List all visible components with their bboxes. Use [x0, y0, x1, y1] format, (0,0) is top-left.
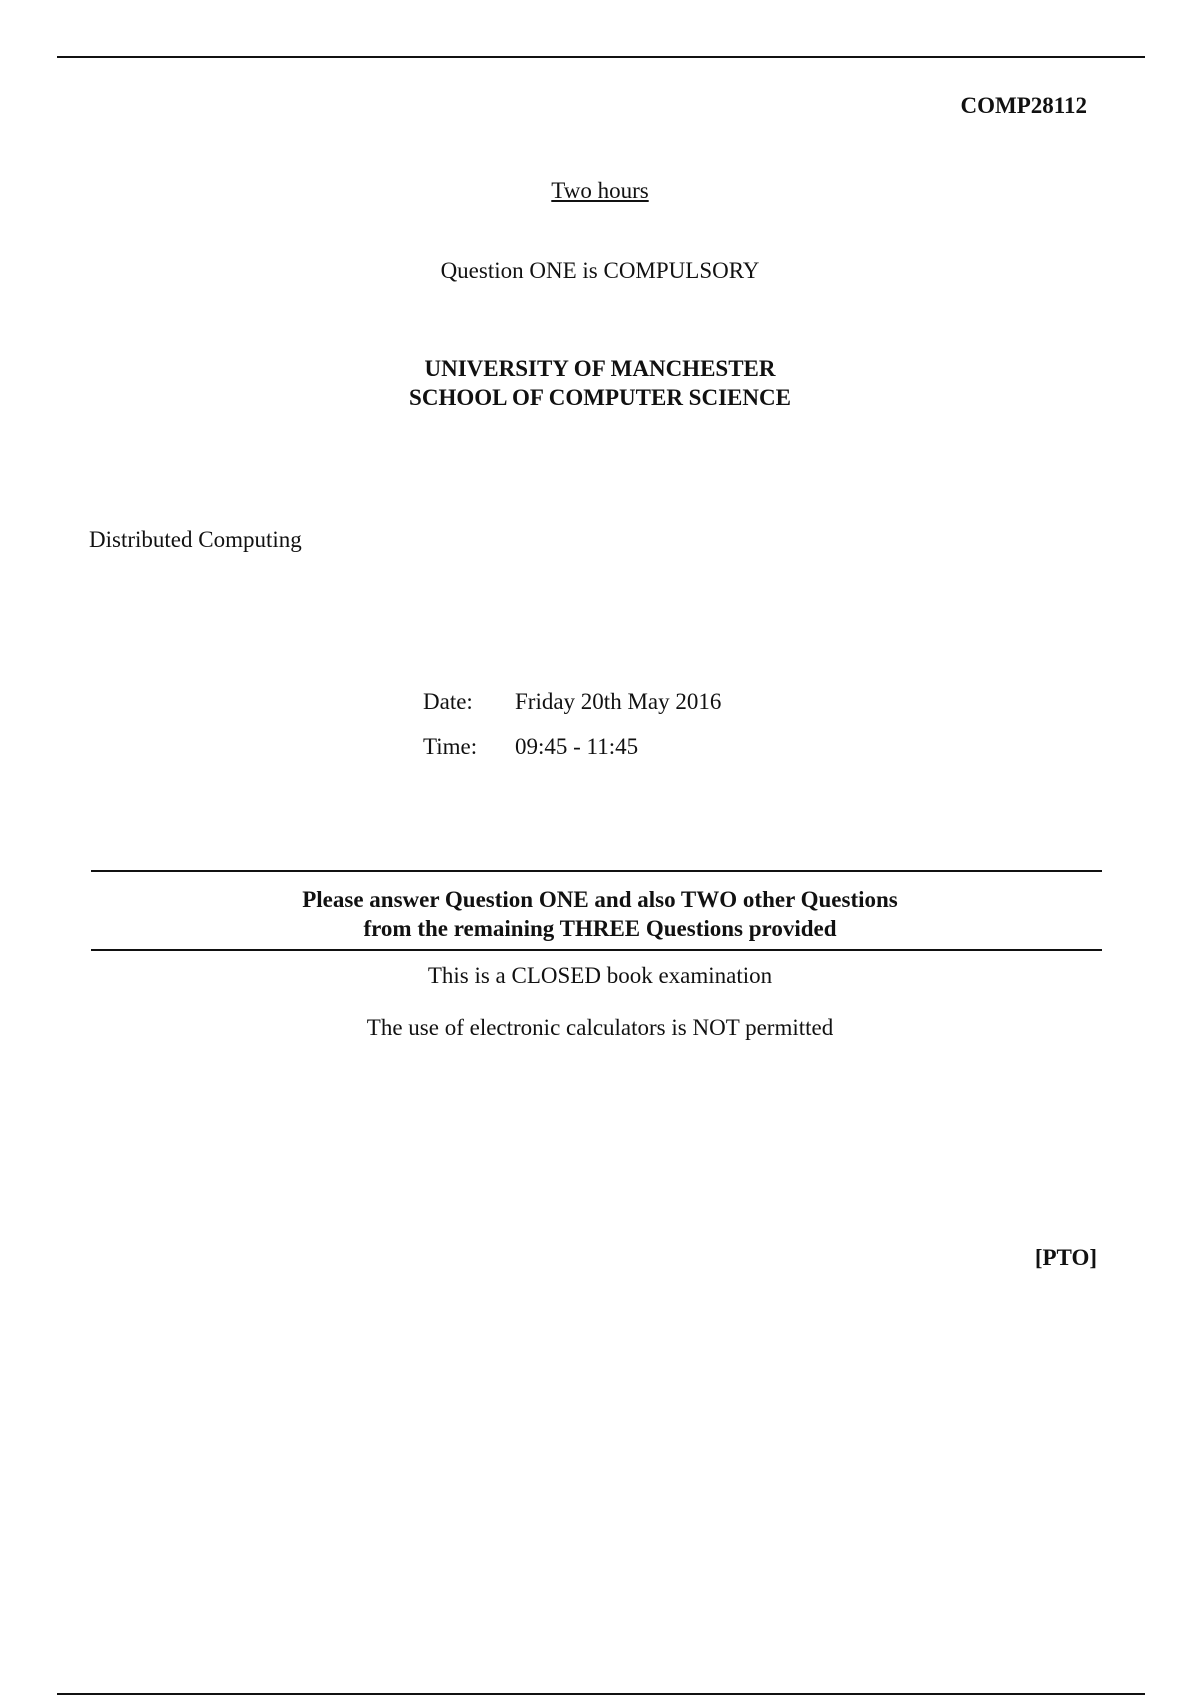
instructions-bottom-rule	[91, 949, 1102, 951]
instructions-top-rule	[91, 870, 1102, 872]
bottom-rule	[57, 1693, 1145, 1695]
instructions-line-2: from the remaining THREE Questions provided	[363, 916, 837, 941]
instructions	[0, 885, 1200, 943]
exam-duration-text: Two hours	[551, 178, 649, 203]
university-heading	[0, 354, 1200, 412]
university-name: UNIVERSITY OF MANCHESTER	[424, 356, 776, 381]
exam-duration	[0, 177, 1200, 205]
date-value: Friday 20th May 2016	[515, 689, 722, 714]
instructions-line-1: Please answer Question ONE and also TWO other Questions	[302, 887, 898, 912]
school-name: SCHOOL OF COMPUTER SCIENCE	[409, 385, 791, 410]
calculator-note: The use of electronic calculators is NOT permitted	[366, 1015, 834, 1040]
course-subject: Distributed Computing	[89, 527, 302, 552]
time-value: 09:45 - 11:45	[515, 734, 639, 759]
time-label: Time:	[423, 734, 478, 759]
closed-book-note: This is a CLOSED book examination	[427, 963, 773, 988]
date-label: Date:	[423, 689, 473, 714]
top-rule	[57, 56, 1145, 58]
course-code: COMP28112	[960, 93, 1087, 118]
compulsory-note: Question ONE is COMPULSORY	[440, 258, 760, 283]
pto-label: [PTO]	[1034, 1245, 1097, 1270]
